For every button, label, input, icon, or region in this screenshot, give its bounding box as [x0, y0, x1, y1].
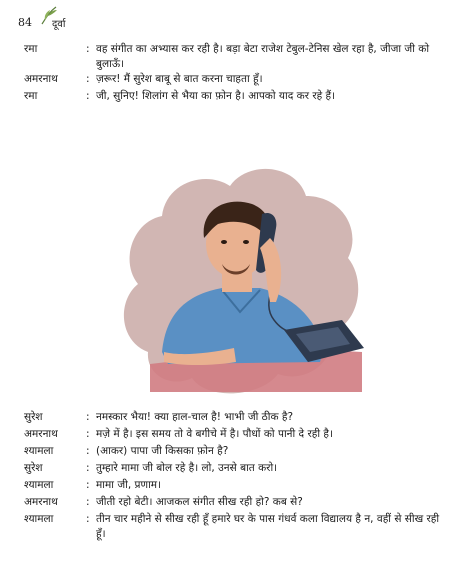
colon: :	[86, 43, 90, 55]
dialogue-line	[24, 495, 444, 512]
speech-text: तुम्हारे मामा जी बोल रहे है। लो, उनसे बात करो।	[96, 462, 278, 474]
dialogue-bottom	[24, 410, 444, 544]
speaker-name: अमरनाथ	[24, 496, 58, 508]
speech-text: नमस्कार भैया! क्या हाल-चाल है! भाभी जी ठीक है?	[96, 411, 294, 423]
speech-text: मज़े में है। इस समय तो वे बगीचे में है। पौधों को पानी दे रही है।	[96, 428, 333, 440]
illustration-man-on-phone	[110, 152, 366, 400]
dialogue-line	[24, 410, 444, 427]
dialogue-line	[24, 444, 444, 461]
speech-text: जीती रहो बेटी। आजकल संगीत सीख रही हो? कब से?	[96, 496, 303, 508]
colon: :	[86, 496, 90, 508]
colon: :	[86, 73, 90, 85]
dialogue-line	[24, 42, 444, 72]
dialogue-line	[24, 427, 444, 444]
speech-text: (आकर) पापा जी किसका फ़ोन है?	[96, 445, 229, 457]
colon: :	[86, 462, 90, 474]
speaker-name: अमरनाथ	[24, 428, 58, 440]
colon: :	[86, 411, 90, 423]
speaker-name: रमा	[24, 90, 38, 102]
colon: :	[86, 90, 90, 102]
dialogue-line	[24, 72, 444, 89]
dialogue-line	[24, 89, 444, 106]
book-title: दूर्वा	[52, 19, 66, 30]
speaker-name: रमा	[24, 43, 38, 55]
speech-text: वह संगीत का अभ्यास कर रही है। बड़ा बेटा राजेश टेबुल-टेनिस खेल रहा है, जीजा जी को बुलाऊँ।	[96, 43, 430, 70]
speaker-name: श्यामला	[24, 445, 54, 457]
colon: :	[86, 479, 90, 491]
speech-text: जी, सुनिए! शिलांग से भैया का फ़ोन है। आपको याद कर रहे हैं।	[96, 90, 336, 102]
dialogue-line	[24, 512, 444, 544]
speech-text: मामा जी, प्रणाम।	[96, 479, 162, 491]
colon: :	[86, 428, 90, 440]
speaker-name: सुरेश	[24, 462, 43, 474]
page-number: 84	[18, 16, 32, 29]
dialogue-line	[24, 461, 444, 478]
speech-text: ज़रूर! मैं सुरेश बाबू से बात करना चाहता हूँ।	[96, 73, 263, 85]
speaker-name: सुरेश	[24, 411, 43, 423]
dialogue-top	[24, 42, 444, 106]
speaker-name: अमरनाथ	[24, 73, 58, 85]
speaker-name: श्यामला	[24, 479, 54, 491]
dialogue-line	[24, 478, 444, 495]
colon: :	[86, 445, 90, 457]
speaker-name: श्यामला	[24, 513, 54, 525]
speech-text: तीन चार महीने से सीख रही हूँ हमारे घर के पास गंधर्व कला विद्यालय है न, वहीं से सीख रही हूँ।	[96, 513, 440, 540]
colon: :	[86, 513, 90, 525]
